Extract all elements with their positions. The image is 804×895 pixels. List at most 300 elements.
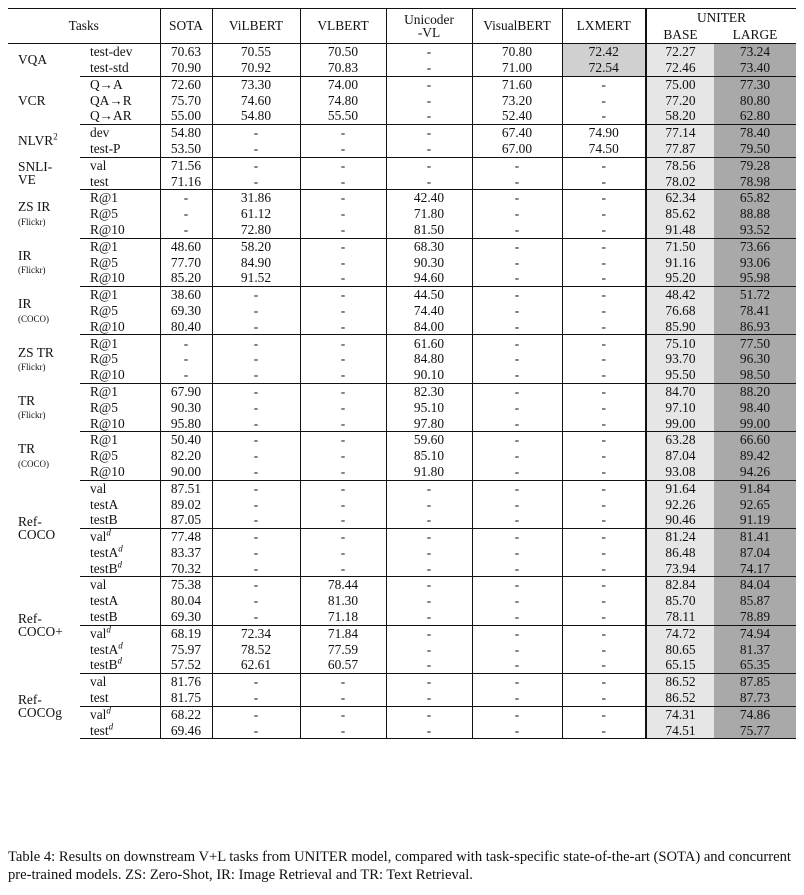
cell-lxmert: - — [562, 319, 646, 335]
cell-visualbert: - — [472, 173, 562, 189]
cell-unicoder: - — [386, 76, 472, 92]
cell-unicoder: 82.30 — [386, 383, 472, 399]
cell-unicoder: - — [386, 625, 472, 641]
cell-lxmert: - — [562, 190, 646, 206]
split-name — [80, 577, 160, 593]
cell-vilbert: 72.34 — [212, 625, 300, 641]
task-label: Ref- — [18, 610, 42, 626]
cell-lxmert: - — [562, 157, 646, 173]
cell-vilbert: - — [212, 464, 300, 480]
split-label: test — [90, 173, 109, 189]
split-superscript: d — [108, 722, 114, 732]
split-name — [80, 157, 160, 173]
split-name — [80, 496, 160, 512]
cell-vlbert: 78.44 — [300, 577, 386, 593]
split-label: R@5 — [90, 302, 118, 318]
cell-vilbert: - — [212, 432, 300, 448]
cell-visualbert: - — [472, 270, 562, 286]
cell-lxmert: - — [562, 76, 646, 92]
split-label: R@10 — [90, 270, 125, 286]
cell-vlbert: - — [300, 690, 386, 706]
cell-visualbert: - — [472, 512, 562, 528]
cell-sota: 83.37 — [160, 545, 212, 561]
table-row — [8, 44, 796, 60]
split-label: val — [90, 157, 107, 173]
cell-unicoder: - — [386, 528, 472, 544]
cell-visualbert: - — [472, 722, 562, 738]
table-row — [8, 625, 796, 641]
table-row — [8, 545, 796, 561]
cell-sota: 85.20 — [160, 270, 212, 286]
cell-base: 77.20 — [646, 92, 714, 108]
table-row — [8, 286, 796, 302]
cell-large: 79.50 — [714, 141, 796, 157]
cell-large: 87.85 — [714, 674, 796, 690]
table-row — [8, 141, 796, 157]
task-label: TR — [18, 441, 36, 457]
cell-base: 63.28 — [646, 432, 714, 448]
table-row — [8, 124, 796, 140]
cell-large: 74.94 — [714, 625, 796, 641]
cell-visualbert: 67.00 — [472, 141, 562, 157]
split-label: testB — [90, 657, 118, 673]
cell-lxmert: - — [562, 335, 646, 351]
split-label: testB — [90, 609, 118, 625]
cell-large: 51.72 — [714, 286, 796, 302]
split-name — [80, 108, 160, 124]
cell-base: 90.46 — [646, 512, 714, 528]
cell-base: 85.90 — [646, 319, 714, 335]
cell-vilbert: - — [212, 609, 300, 625]
cell-lxmert: 72.42 — [562, 44, 646, 60]
cell-large: 86.93 — [714, 319, 796, 335]
split-name — [80, 173, 160, 189]
cell-base: 75.10 — [646, 335, 714, 351]
cell-unicoder: 61.60 — [386, 335, 472, 351]
header-vlbert: VLBERT — [300, 9, 386, 44]
cell-vilbert: - — [212, 706, 300, 722]
split-label: R@10 — [90, 221, 125, 237]
cell-lxmert: - — [562, 577, 646, 593]
table-row — [8, 448, 796, 464]
cell-base: 93.08 — [646, 464, 714, 480]
task-label: VCR — [18, 92, 46, 108]
cell-vilbert: 78.52 — [212, 641, 300, 657]
cell-large: 65.35 — [714, 657, 796, 673]
cell-visualbert: - — [472, 432, 562, 448]
split-name — [80, 141, 160, 157]
cell-unicoder: 74.40 — [386, 303, 472, 319]
task-label: IR — [18, 247, 32, 263]
cell-base: 81.24 — [646, 528, 714, 544]
cell-lxmert: - — [562, 400, 646, 416]
split-name — [80, 561, 160, 577]
cell-sota: 75.38 — [160, 577, 212, 593]
split-label: R@5 — [90, 399, 118, 415]
cell-unicoder: - — [386, 173, 472, 189]
cell-unicoder: 94.60 — [386, 270, 472, 286]
cell-sota: 72.60 — [160, 76, 212, 92]
cell-lxmert: - — [562, 383, 646, 399]
cell-unicoder: - — [386, 690, 472, 706]
cell-base: 78.02 — [646, 173, 714, 189]
task-label: Ref- — [18, 691, 42, 707]
cell-lxmert: - — [562, 92, 646, 108]
cell-unicoder: - — [386, 141, 472, 157]
task-label: Ref- — [18, 514, 42, 529]
split-superscript: d — [106, 625, 111, 635]
split-label: R@1 — [90, 432, 118, 448]
split-name — [80, 319, 160, 335]
cell-vilbert: - — [212, 400, 300, 416]
cell-visualbert: - — [472, 625, 562, 641]
cell-visualbert: - — [472, 706, 562, 722]
task-dataset: (COCO) — [18, 313, 49, 324]
split-label: R@10 — [90, 367, 125, 383]
split-superscript: d — [117, 657, 123, 666]
cell-large: 98.40 — [714, 400, 796, 416]
split-name — [80, 335, 160, 351]
task-name — [8, 383, 80, 431]
cell-visualbert: - — [472, 367, 562, 383]
cell-large: 88.88 — [714, 206, 796, 222]
cell-large: 89.42 — [714, 448, 796, 464]
cell-base: 76.68 — [646, 303, 714, 319]
table-row — [8, 528, 796, 544]
split-label: val — [90, 625, 107, 641]
cell-lxmert: - — [562, 108, 646, 124]
cell-large: 77.50 — [714, 335, 796, 351]
cell-sota: 75.97 — [160, 641, 212, 657]
cell-sota: 95.80 — [160, 415, 212, 431]
split-name — [80, 528, 160, 544]
cell-base: 95.20 — [646, 270, 714, 286]
cell-unicoder: 42.40 — [386, 190, 472, 206]
cell-base: 84.70 — [646, 383, 714, 399]
cell-unicoder: - — [386, 480, 472, 496]
split-label: dev — [90, 125, 110, 141]
cell-large: 78.89 — [714, 609, 796, 625]
cell-vlbert: - — [300, 303, 386, 319]
table-row — [8, 609, 796, 625]
split-name — [80, 593, 160, 609]
cell-large: 73.24 — [714, 44, 796, 60]
cell-vlbert: - — [300, 512, 386, 528]
table-row — [8, 383, 796, 399]
split-name — [80, 190, 160, 206]
cell-base: 72.27 — [646, 44, 714, 60]
cell-unicoder: - — [386, 545, 472, 561]
cell-vlbert: - — [300, 674, 386, 690]
cell-sota: 70.63 — [160, 44, 212, 60]
cell-visualbert: - — [472, 528, 562, 544]
cell-lxmert: - — [562, 238, 646, 254]
split-name — [80, 625, 160, 641]
cell-unicoder: - — [386, 706, 472, 722]
task-label: ZS TR — [18, 344, 54, 360]
cell-base: 77.87 — [646, 141, 714, 157]
cell-vilbert: 73.30 — [212, 76, 300, 92]
cell-visualbert: - — [472, 254, 562, 270]
cell-base: 73.94 — [646, 561, 714, 577]
cell-lxmert: - — [562, 206, 646, 222]
cell-unicoder: 97.80 — [386, 415, 472, 431]
cell-large: 78.40 — [714, 124, 796, 140]
split-label: test — [90, 690, 109, 706]
cell-vilbert: - — [212, 286, 300, 302]
split-superscript: d — [118, 544, 123, 554]
table-body — [8, 44, 796, 739]
split-label: Q→AR — [90, 108, 132, 124]
cell-visualbert: - — [472, 464, 562, 480]
caption-label: Table 4: — [8, 849, 56, 865]
header-sota: SOTA — [160, 9, 212, 44]
header-base: BASE — [646, 26, 714, 44]
cell-lxmert: - — [562, 222, 646, 238]
cell-sota: - — [160, 367, 212, 383]
split-name — [80, 674, 160, 690]
split-label: val — [90, 577, 107, 593]
split-label: R@10 — [90, 463, 125, 479]
split-name — [80, 706, 160, 722]
cell-large: 91.84 — [714, 480, 796, 496]
split-label: R@10 — [90, 318, 125, 334]
table-row — [8, 367, 796, 383]
cell-large: 94.26 — [714, 464, 796, 480]
cell-vlbert: - — [300, 367, 386, 383]
split-name — [80, 222, 160, 238]
cell-lxmert: - — [562, 254, 646, 270]
task-label: SNLI- — [18, 158, 53, 174]
table-row — [8, 690, 796, 706]
cell-lxmert: - — [562, 641, 646, 657]
cell-visualbert: 52.40 — [472, 108, 562, 124]
cell-base: 85.70 — [646, 593, 714, 609]
split-name — [80, 641, 160, 657]
split-label: val — [90, 529, 107, 545]
task-label-line2: VE — [18, 172, 36, 188]
cell-sota: 68.22 — [160, 706, 212, 722]
cell-visualbert: - — [472, 609, 562, 625]
task-name — [8, 432, 80, 480]
cell-vlbert: - — [300, 254, 386, 270]
split-name — [80, 238, 160, 254]
cell-visualbert: - — [472, 657, 562, 673]
split-name — [80, 60, 160, 76]
cell-lxmert: - — [562, 464, 646, 480]
cell-unicoder: 68.30 — [386, 238, 472, 254]
cell-base: 86.52 — [646, 690, 714, 706]
table-row — [8, 238, 796, 254]
cell-large: 92.65 — [714, 496, 796, 512]
cell-vlbert: - — [300, 415, 386, 431]
header-large: LARGE — [732, 26, 778, 42]
split-label: testA — [90, 544, 119, 560]
task-name — [8, 286, 80, 334]
cell-visualbert: - — [472, 238, 562, 254]
cell-vilbert: 84.90 — [212, 254, 300, 270]
cell-lxmert: - — [562, 432, 646, 448]
cell-unicoder: - — [386, 561, 472, 577]
split-label: testB — [90, 560, 118, 576]
cell-vilbert: - — [212, 674, 300, 690]
task-name — [8, 674, 80, 739]
cell-base: 78.11 — [646, 609, 714, 625]
cell-vlbert: 74.80 — [300, 92, 386, 108]
cell-visualbert: - — [472, 577, 562, 593]
cell-sota: 71.16 — [160, 173, 212, 189]
cell-large: 78.98 — [714, 173, 796, 189]
cell-vlbert: - — [300, 400, 386, 416]
cell-sota: 80.40 — [160, 319, 212, 335]
cell-sota: 90.00 — [160, 464, 212, 480]
cell-large: 81.41 — [714, 528, 796, 544]
header-unicoder-line2: -VL — [417, 25, 441, 40]
cell-base: 86.52 — [646, 674, 714, 690]
cell-visualbert: - — [472, 303, 562, 319]
cell-sota: 53.50 — [160, 141, 212, 157]
task-name — [8, 124, 80, 157]
cell-base: 91.16 — [646, 254, 714, 270]
split-label: R@5 — [90, 206, 118, 222]
cell-base: 91.48 — [646, 222, 714, 238]
cell-large: 73.66 — [714, 238, 796, 254]
split-name — [80, 448, 160, 464]
table-row — [8, 577, 796, 593]
split-label: R@1 — [90, 287, 118, 303]
split-label: testA — [90, 496, 119, 512]
cell-visualbert: - — [472, 690, 562, 706]
split-superscript: d — [106, 528, 111, 538]
cell-sota: 81.76 — [160, 674, 212, 690]
table-row — [8, 561, 796, 577]
cell-vilbert: - — [212, 319, 300, 335]
cell-large: 80.80 — [714, 92, 796, 108]
cell-lxmert: - — [562, 367, 646, 383]
cell-unicoder: - — [386, 108, 472, 124]
cell-unicoder: 44.50 — [386, 286, 472, 302]
cell-vlbert: - — [300, 706, 386, 722]
cell-visualbert: - — [472, 480, 562, 496]
split-label: QA→R — [90, 92, 132, 108]
cell-lxmert: - — [562, 415, 646, 431]
cell-large: 95.98 — [714, 270, 796, 286]
task-name — [8, 335, 80, 383]
cell-vlbert: - — [300, 464, 386, 480]
split-superscript: d — [118, 641, 123, 651]
cell-sota: 77.70 — [160, 254, 212, 270]
table-row — [8, 674, 796, 690]
table-row — [8, 512, 796, 528]
cell-unicoder: - — [386, 124, 472, 140]
cell-unicoder: 81.50 — [386, 222, 472, 238]
cell-visualbert: - — [472, 206, 562, 222]
cell-vilbert: - — [212, 545, 300, 561]
cell-visualbert: - — [472, 415, 562, 431]
cell-vilbert: - — [212, 124, 300, 140]
cell-base: 74.51 — [646, 722, 714, 738]
cell-vilbert: 91.52 — [212, 270, 300, 286]
cell-base: 92.26 — [646, 496, 714, 512]
table-row — [8, 222, 796, 238]
cell-sota: 82.20 — [160, 448, 212, 464]
cell-vlbert: - — [300, 206, 386, 222]
table-row — [8, 641, 796, 657]
cell-sota: 70.32 — [160, 561, 212, 577]
cell-visualbert: 73.20 — [472, 92, 562, 108]
split-name — [80, 206, 160, 222]
table-row — [8, 593, 796, 609]
cell-vilbert: - — [212, 383, 300, 399]
cell-visualbert: 71.00 — [472, 60, 562, 76]
split-name — [80, 609, 160, 625]
cell-lxmert: - — [562, 690, 646, 706]
table-caption — [8, 848, 798, 884]
cell-unicoder: - — [386, 44, 472, 60]
task-label-line2: COCOg — [18, 705, 62, 721]
cell-vilbert: 31.86 — [212, 190, 300, 206]
cell-large: 93.52 — [714, 222, 796, 238]
cell-base: 62.34 — [646, 190, 714, 206]
cell-visualbert: - — [472, 222, 562, 238]
cell-vlbert: 70.83 — [300, 60, 386, 76]
cell-vlbert: 81.30 — [300, 593, 386, 609]
split-label: R@5 — [90, 351, 118, 367]
cell-vlbert: - — [300, 722, 386, 738]
cell-vilbert: - — [212, 480, 300, 496]
cell-large: 62.80 — [714, 108, 796, 124]
cell-sota: - — [160, 206, 212, 222]
cell-large: 99.00 — [714, 415, 796, 431]
split-name — [80, 92, 160, 108]
table-row — [8, 496, 796, 512]
cell-large: 75.77 — [714, 722, 796, 738]
cell-sota: 77.48 — [160, 528, 212, 544]
cell-visualbert: - — [472, 286, 562, 302]
cell-unicoder: - — [386, 157, 472, 173]
cell-unicoder: 91.80 — [386, 464, 472, 480]
cell-vlbert: - — [300, 238, 386, 254]
cell-sota: 75.70 — [160, 92, 212, 108]
cell-base: 78.56 — [646, 157, 714, 173]
split-label: val — [90, 674, 107, 690]
task-dataset: (Flickr) — [18, 362, 46, 373]
cell-base: 58.20 — [646, 108, 714, 124]
cell-lxmert: - — [562, 657, 646, 673]
cell-base: 72.46 — [646, 60, 714, 76]
cell-vilbert: - — [212, 496, 300, 512]
cell-vlbert: - — [300, 480, 386, 496]
cell-base: 93.70 — [646, 351, 714, 367]
split-name — [80, 76, 160, 92]
cell-lxmert: - — [562, 545, 646, 561]
cell-unicoder: - — [386, 641, 472, 657]
split-name — [80, 722, 160, 738]
cell-visualbert: - — [472, 674, 562, 690]
cell-large: 84.04 — [714, 577, 796, 593]
table-row — [8, 480, 796, 496]
cell-visualbert: - — [472, 190, 562, 206]
cell-unicoder: - — [386, 60, 472, 76]
cell-unicoder: 84.80 — [386, 351, 472, 367]
cell-unicoder: 90.30 — [386, 254, 472, 270]
task-dataset: (Flickr) — [18, 410, 46, 421]
cell-large: 96.30 — [714, 351, 796, 367]
task-label: ZS IR — [18, 199, 51, 215]
cell-vlbert: 70.50 — [300, 44, 386, 60]
cell-vlbert: - — [300, 351, 386, 367]
cell-large: 93.06 — [714, 254, 796, 270]
